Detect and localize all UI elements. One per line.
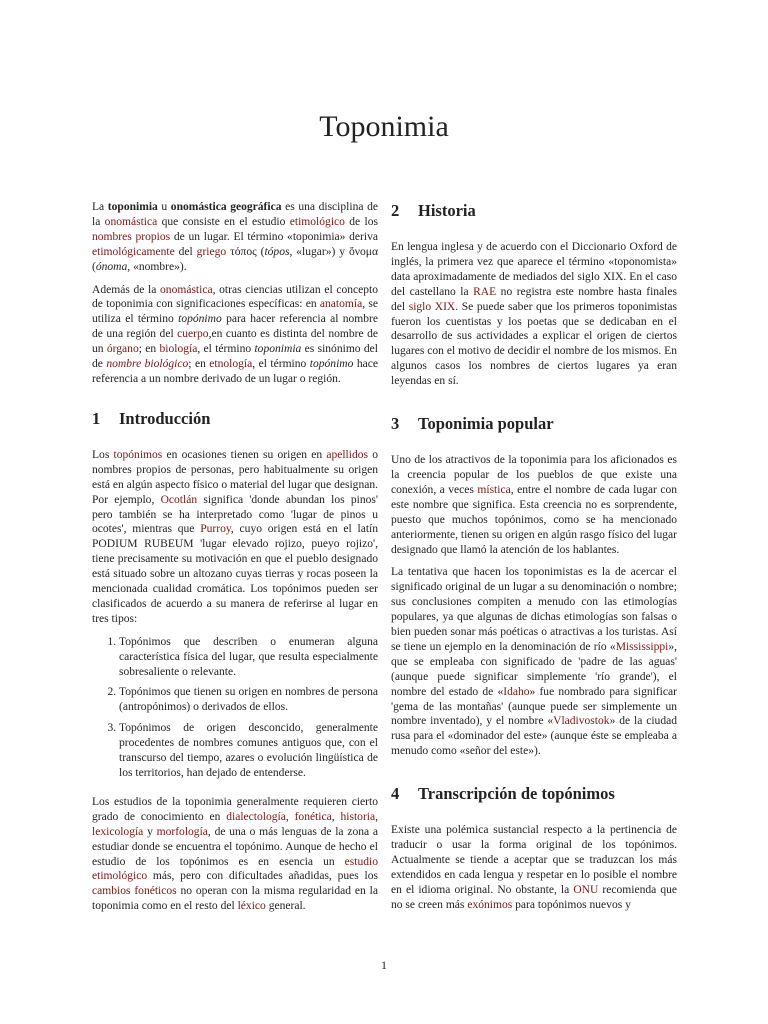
- section-heading-introduccion: 1 Introducción: [92, 408, 211, 428]
- section-heading-toponimia-popular: 3 Toponimia popular: [391, 414, 554, 434]
- list-item: 1. Topónimos que describen o enumeran alguna característica física del lugar, que resulta especialmente sobresaliente o relevante.: [119, 635, 378, 680]
- link-nombre-biologico[interactable]: nombre biológico: [106, 358, 189, 371]
- link-lexico[interactable]: léxico: [237, 900, 266, 913]
- link-cambios-foneticos[interactable]: cambios fonéticos: [92, 885, 177, 898]
- link-estudio-etimologico[interactable]: estudio etimológico: [92, 855, 378, 883]
- link-siglo-xix[interactable]: siglo XIX: [408, 300, 456, 313]
- link-lexicologia[interactable]: lexicología: [92, 825, 144, 838]
- link-nombres-propios[interactable]: nombres propios: [92, 230, 171, 243]
- link-toponimos[interactable]: topónimos: [113, 448, 163, 461]
- left-column: [92, 200, 378, 922]
- link-purroy[interactable]: Purroy: [200, 523, 231, 536]
- list-item: 3. Topónimos de origen desconcido, generalmente procedentes de nombres comunes antiguos que, con el transcurso del tiempo, azares o evolución lingüística de los territorios, han dejado de entenderse.: [119, 721, 378, 781]
- transcripcion-paragraph-1: Existe una polémica sustancial respecto a la pertinencia de traducir o usar la forma original de los topónimos. Actualmente se tiende a aceptar que se traduzcan los más extendidos en cada lengua y respetar en lo posible el nombre en el idioma original. No obstante, la ONU recomienda que no se creen más exónimos para topónimos nuevos y: [391, 824, 678, 911]
- page-number: 1: [381, 958, 387, 972]
- link-cuerpo[interactable]: cuerpo: [177, 328, 209, 341]
- intro-paragraph-1: La toponimia u onomástica geográfica es una disciplina de la onomástica que consiste en el estudio etimológico de los nombres propios de un lugar. El término «toponimia» deriva etimológicamente del griego τόπος (tópos, «lugar») y ὄνομα (ónoma, «nombre»).: [92, 201, 379, 273]
- link-mistica[interactable]: mística: [477, 483, 511, 496]
- intro-paragraph-2: Además de la onomástica, otras ciencias utilizan el concepto de toponimia con significaciones específicas: en anatomía, se utiliza el término topónimo para hacer referencia al nombre de una región del cuerpo,en cuanto es distinta del nombre de un órgano; en biología, el término toponimia es sinónimo del de nombre biológico; en etnología, el término topónimo hace referencia a un nombre derivado de un lugar o región.: [92, 283, 379, 385]
- link-mississippi[interactable]: Mississippi: [615, 640, 669, 653]
- page-title: Toponimia: [319, 110, 449, 143]
- link-onu[interactable]: ONU: [573, 883, 599, 896]
- link-onomastica[interactable]: onomástica: [104, 215, 158, 228]
- link-etimologico[interactable]: etimológico: [289, 215, 345, 228]
- link-ocotlan[interactable]: Ocotlán: [160, 493, 198, 506]
- link-apellidos[interactable]: apellidos: [326, 448, 369, 461]
- section-heading-transcripcion: 4 Transcripción de topónimos: [391, 784, 615, 804]
- right-column: [391, 200, 677, 921]
- link-fonetica[interactable]: fonética: [294, 810, 332, 823]
- link-biologia[interactable]: biología: [159, 343, 198, 356]
- historia-paragraph-1: En lengua inglesa y de acuerdo con el Diccionario Oxford de inglés, la primera vez que aparece el término «toponomista» data aproximadamente de mediados del siglo XIX. En el caso del castellano la RAE no registra este nombre hasta finales del siglo XIX. Se puede saber que los primeros toponimistas fueron los cuentistas y los poetas que se dedicaban en el desarrollo de sus actividades a explicar el origen de ciertos lugares con el motivo de decidir el nombre de los mismos. En algunos casos los nombres de ciertos lugares ya eran leyendas en sí.: [391, 241, 678, 388]
- link-rae[interactable]: RAE: [473, 285, 497, 298]
- link-dialectologia[interactable]: dialectología: [226, 810, 286, 823]
- link-vladivostok[interactable]: Vladivostok: [553, 715, 610, 728]
- link-onomastica-2[interactable]: onomástica: [160, 283, 213, 296]
- toponimia-popular-paragraph-1: Uno de los atractivos de la toponimia para los aficionados es la creencia popular de los pueblos de que existe una conexión, a veces mística, entre el nombre de cada lugar con este nombre que significa. Esta creencia no es sorprendente, puesto que muchos topónimos, como se ha mencionado anteriormente, tienen su origen en algún rasgo físico del lugar designado que llamó la atención de los hablantes.: [391, 454, 678, 556]
- link-morfologia[interactable]: morfología: [156, 825, 208, 838]
- introduccion-paragraph-1: Los topónimos en ocasiones tienen su origen en apellidos o nombres propios de personas, pero habitualmente su origen está en algún aspecto físico o material del lugar que designan. Por ejemplo, Ocotlán significa 'donde abundan los pinos' pero también se ha interpretado como 'lugar de pinos u ocotes', mientras que Purroy, cuyo origen está en el latín PODIUM RUBEUM 'lugar elevado rojizo, pueyo rojizo', tiene precisamente su motivación en que el pueblo designado está situado sobre un altozano cuyas tierras y rocas poseen la mencionada cualidad cromática. Los topónimos pueden ser clasificados de acuerdo a su manera de referirse al lugar en tres tipos:: [92, 448, 379, 625]
- section-heading-historia: 2 Historia: [391, 201, 476, 220]
- link-exonimos[interactable]: exónimos: [467, 898, 513, 911]
- link-anatomia[interactable]: anatomía: [319, 298, 363, 311]
- link-griego[interactable]: griego: [196, 245, 227, 258]
- link-idaho[interactable]: Idaho: [503, 685, 530, 698]
- toponimia-popular-paragraph-2: La tentativa que hacen los toponimistas es la de acercar el significado original de un lugar a su denominación o nombre; sus conclusiones compiten a menudo con las etimologías populares, ya que algunas de dichas etimologías son falsas o bien pueden sonar más poéticas o atractivas a los turistas. Así se tiene un ejemplo en la denominación de río «Mississippi», que se empleaba con significado de 'padre de las aguas' (aunque puede significar simplemente 'río grande'), el nombre del estado de «Idaho» fue nombrado para significar 'gema de las montañas' (aunque puede ser simplemente un nombre inventado), y el nombre «Vladivostok» de la ciudad rusa para el «dominador del este» (aunque éste se empleaba a menudo como «señor del este»).: [391, 566, 677, 758]
- link-etimologicamente[interactable]: etimológicamente: [92, 245, 175, 258]
- introduccion-paragraph-2: Los estudios de la toponimia generalmente requieren cierto grado de conocimiento en dialectología, fonética, historia, lexicología y morfología, de una o más lenguas de la zona a estudiar donde se encuentra el topónimo. Aunque de hecho el estudio de los topónimos es en esencia un estudio etimológico más, pero con dificultades añadidas, pues los cambios fonéticos no operan con la misma regularidad en la toponimia como en el resto del léxico general.: [92, 795, 379, 913]
- link-historia[interactable]: historia: [340, 810, 376, 823]
- link-etnologia[interactable]: etnología: [209, 358, 253, 371]
- link-organo[interactable]: órgano: [106, 343, 139, 356]
- list-item: 2. Topónimos que tienen su origen en nombres de persona (antropónimos) o derivados de ellos.: [119, 685, 378, 715]
- toponym-types-list: [92, 635, 378, 781]
